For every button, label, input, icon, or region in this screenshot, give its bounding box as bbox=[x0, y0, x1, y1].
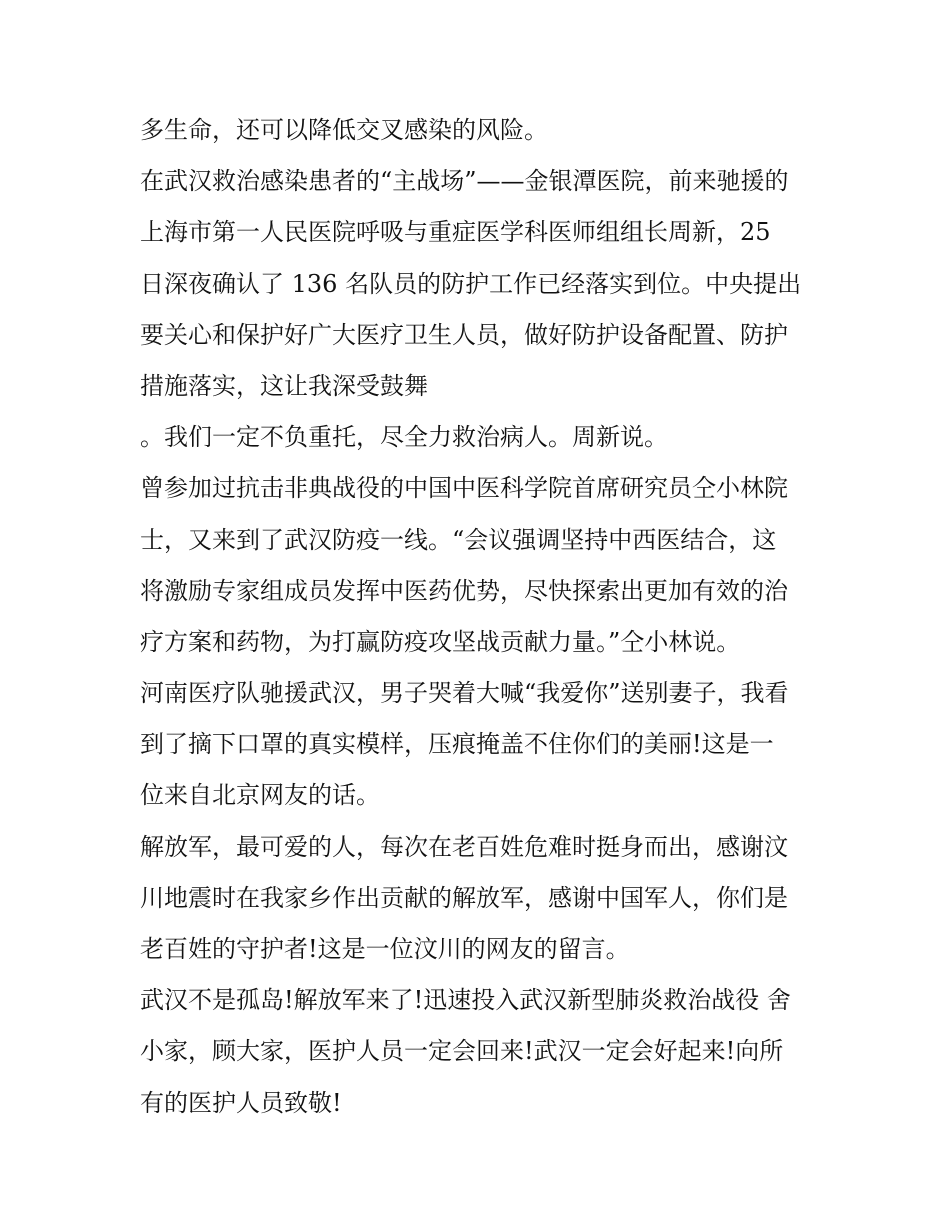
text-line: 到了摘下口罩的真实模样，压痕掩盖不住你们的美丽!这是一 bbox=[140, 730, 774, 759]
text-line: 要关心和保护好广大医疗卫生人员，做好防护设备配置、防护 bbox=[140, 320, 788, 349]
text-line: 位来自北京网友的话。 bbox=[140, 781, 380, 810]
text-line: 多生命，还可以降低交叉感染的风险。 bbox=[140, 116, 548, 144]
document-body bbox=[140, 105, 830, 1129]
text-line: 有的医护人员致敬! bbox=[140, 1088, 342, 1117]
text-line: 。我们一定不负重托，尽全力救治病人。周新说。 bbox=[140, 423, 668, 452]
text-line: 日深夜确认了 136 名队员的防护工作已经落实到位。中央提出 bbox=[140, 269, 802, 298]
text-line: 老百姓的守护者!这是一位汶川的网友的留言。 bbox=[140, 935, 630, 963]
text-line: 武汉不是孤岛!解放军来了!迅速投入武汉新型肺炎救治战役 舍 bbox=[140, 986, 791, 1015]
text-line: 在武汉救治感染患者的“主战场”——金银潭医院，前来驰援的 bbox=[140, 167, 789, 196]
text-line: 小家，顾大家，医护人员一定会回来!武汉一定会好起来!向所 bbox=[140, 1037, 784, 1066]
text-line: 川地震时在我家乡作出贡献的解放军，感谢中国军人，你们是 bbox=[140, 883, 788, 912]
text-line: 解放军，最可爱的人，每次在老百姓危难时挺身而出，感谢汶 bbox=[140, 832, 788, 861]
text-line: 措施落实，这让我深受鼓舞 bbox=[140, 371, 428, 400]
text-line: 士，又来到了武汉防疫一线。“会议强调坚持中西医结合，这 bbox=[140, 525, 777, 554]
text-line: 曾参加过抗击非典战役的中国中医科学院首席研究员仝小林院 bbox=[140, 474, 788, 503]
text-line: 疗方案和药物，为打赢防疫攻坚战贡献力量。”仝小林说。 bbox=[140, 627, 741, 656]
text-line: 上海市第一人民医院呼吸与重症医学科医师组组长周新，25 bbox=[140, 218, 771, 247]
text-line: 河南医疗队驰援武汉，男子哭着大喊“我爱你”送别妻子，我看 bbox=[140, 679, 789, 708]
text-line: 将激励专家组成员发挥中医药优势，尽快探索出更加有效的治 bbox=[140, 576, 788, 605]
